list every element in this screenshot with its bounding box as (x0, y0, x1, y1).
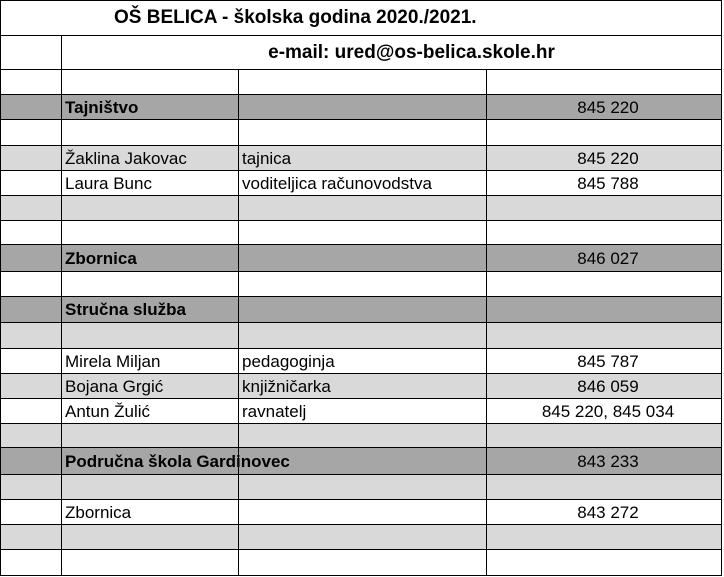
contact-role (238, 525, 486, 549)
contact-name: Laura Bunc (61, 171, 238, 195)
contact-phone (486, 196, 722, 220)
row-leading-cell (0, 120, 61, 145)
contact-phone (486, 272, 722, 296)
contact-phone (486, 550, 722, 575)
row-leading-cell (0, 448, 61, 474)
contact-role (238, 245, 486, 271)
contact-phone: 845 220 (486, 95, 722, 119)
contact-name: Žaklina Jakovac (61, 146, 238, 170)
contact-role (238, 550, 486, 575)
contact-phone (486, 475, 722, 499)
table-row (0, 245, 722, 272)
row-leading-cell (0, 146, 61, 170)
table-row (0, 221, 722, 245)
contact-name: Stručna služba (61, 297, 238, 322)
row-leading-cell (0, 196, 61, 220)
row-leading-cell (0, 349, 61, 373)
contact-role: ravnatelj (238, 399, 486, 423)
contact-role (238, 120, 486, 145)
table-row (0, 146, 722, 171)
row-leading-cell (0, 95, 61, 119)
title-row (0, 0, 722, 36)
contact-name: Zbornica (61, 500, 238, 524)
contact-role: knjižničarka (238, 374, 486, 398)
row-leading-cell (0, 272, 61, 296)
row-leading-cell (0, 374, 61, 398)
contact-name: Tajništvo (61, 95, 238, 119)
contact-name (61, 221, 238, 244)
row-leading-cell (0, 550, 61, 575)
contact-role (238, 70, 486, 94)
table-row (0, 424, 722, 448)
row-leading-cell (0, 475, 61, 499)
table-row (0, 374, 722, 399)
contact-phone: 845 220 (486, 146, 722, 170)
email-row (0, 36, 722, 70)
row-leading-cell (0, 525, 61, 549)
row-leading-cell (0, 399, 61, 423)
table-row (0, 95, 722, 120)
contact-role (238, 297, 486, 322)
table-row (0, 525, 722, 550)
contact-name (61, 475, 238, 499)
table-row (0, 323, 722, 349)
contact-phone (486, 221, 722, 244)
contact-name (61, 424, 238, 447)
contact-phone: 843 233 (486, 448, 722, 474)
contact-phone (486, 323, 722, 348)
table-row (0, 120, 722, 146)
table-row (0, 171, 722, 196)
contact-role (238, 475, 486, 499)
contact-role: voditeljica računovodstva (238, 171, 486, 195)
page-title: OŠ BELICA - školska godina 2020./2021. (0, 0, 722, 35)
table-row (0, 550, 722, 576)
contact-phone (486, 525, 722, 549)
row-leading-cell (0, 500, 61, 524)
email-address: e-mail: ured@os-belica.skole.hr (61, 36, 722, 69)
table-row (0, 448, 722, 475)
table-row (0, 196, 722, 221)
row-leading-cell (0, 245, 61, 271)
contact-role (238, 95, 486, 119)
contact-phone (486, 297, 722, 322)
contact-phone: 843 272 (486, 500, 722, 524)
contact-phone: 845 787 (486, 349, 722, 373)
row-leading-cell (0, 297, 61, 322)
contact-name: Bojana Grgić (61, 374, 238, 398)
contact-phone (486, 424, 722, 447)
contact-role (238, 500, 486, 524)
table-row (0, 297, 722, 323)
contact-phone: 846 027 (486, 245, 722, 271)
contact-role (238, 221, 486, 244)
row-leading-cell (0, 221, 61, 244)
contact-phone (486, 70, 722, 94)
contact-phone: 845 788 (486, 171, 722, 195)
table-row (0, 272, 722, 297)
contact-name: Antun Žulić (61, 399, 238, 423)
table-row (0, 500, 722, 525)
contact-name (61, 323, 238, 348)
contact-name (61, 272, 238, 296)
contact-role: pedagoginja (238, 349, 486, 373)
contact-phone: 846 059 (486, 374, 722, 398)
contact-role (238, 323, 486, 348)
table-row (0, 349, 722, 374)
table-row (0, 475, 722, 500)
contact-phone: 845 220, 845 034 (486, 399, 722, 423)
contact-name (61, 120, 238, 145)
contact-role (238, 196, 486, 220)
row-leading-cell (0, 171, 61, 195)
row-leading-cell (0, 70, 61, 94)
row-leading-cell (0, 424, 61, 447)
contact-role (238, 272, 486, 296)
table-row (0, 399, 722, 424)
contact-phone (486, 120, 722, 145)
contact-name (61, 525, 238, 549)
contact-name: Zbornica (61, 245, 238, 271)
email-row-leading-cell (0, 36, 61, 69)
contact-name (61, 550, 238, 575)
contact-role (238, 424, 486, 447)
row-leading-cell (0, 323, 61, 348)
contact-name (61, 70, 238, 94)
contact-name (61, 196, 238, 220)
contact-role: tajnica (238, 146, 486, 170)
contact-table (0, 70, 722, 576)
table-row (0, 70, 722, 95)
contact-name: Područna škola Gardinovec (61, 448, 238, 474)
contact-name: Mirela Miljan (61, 349, 238, 373)
